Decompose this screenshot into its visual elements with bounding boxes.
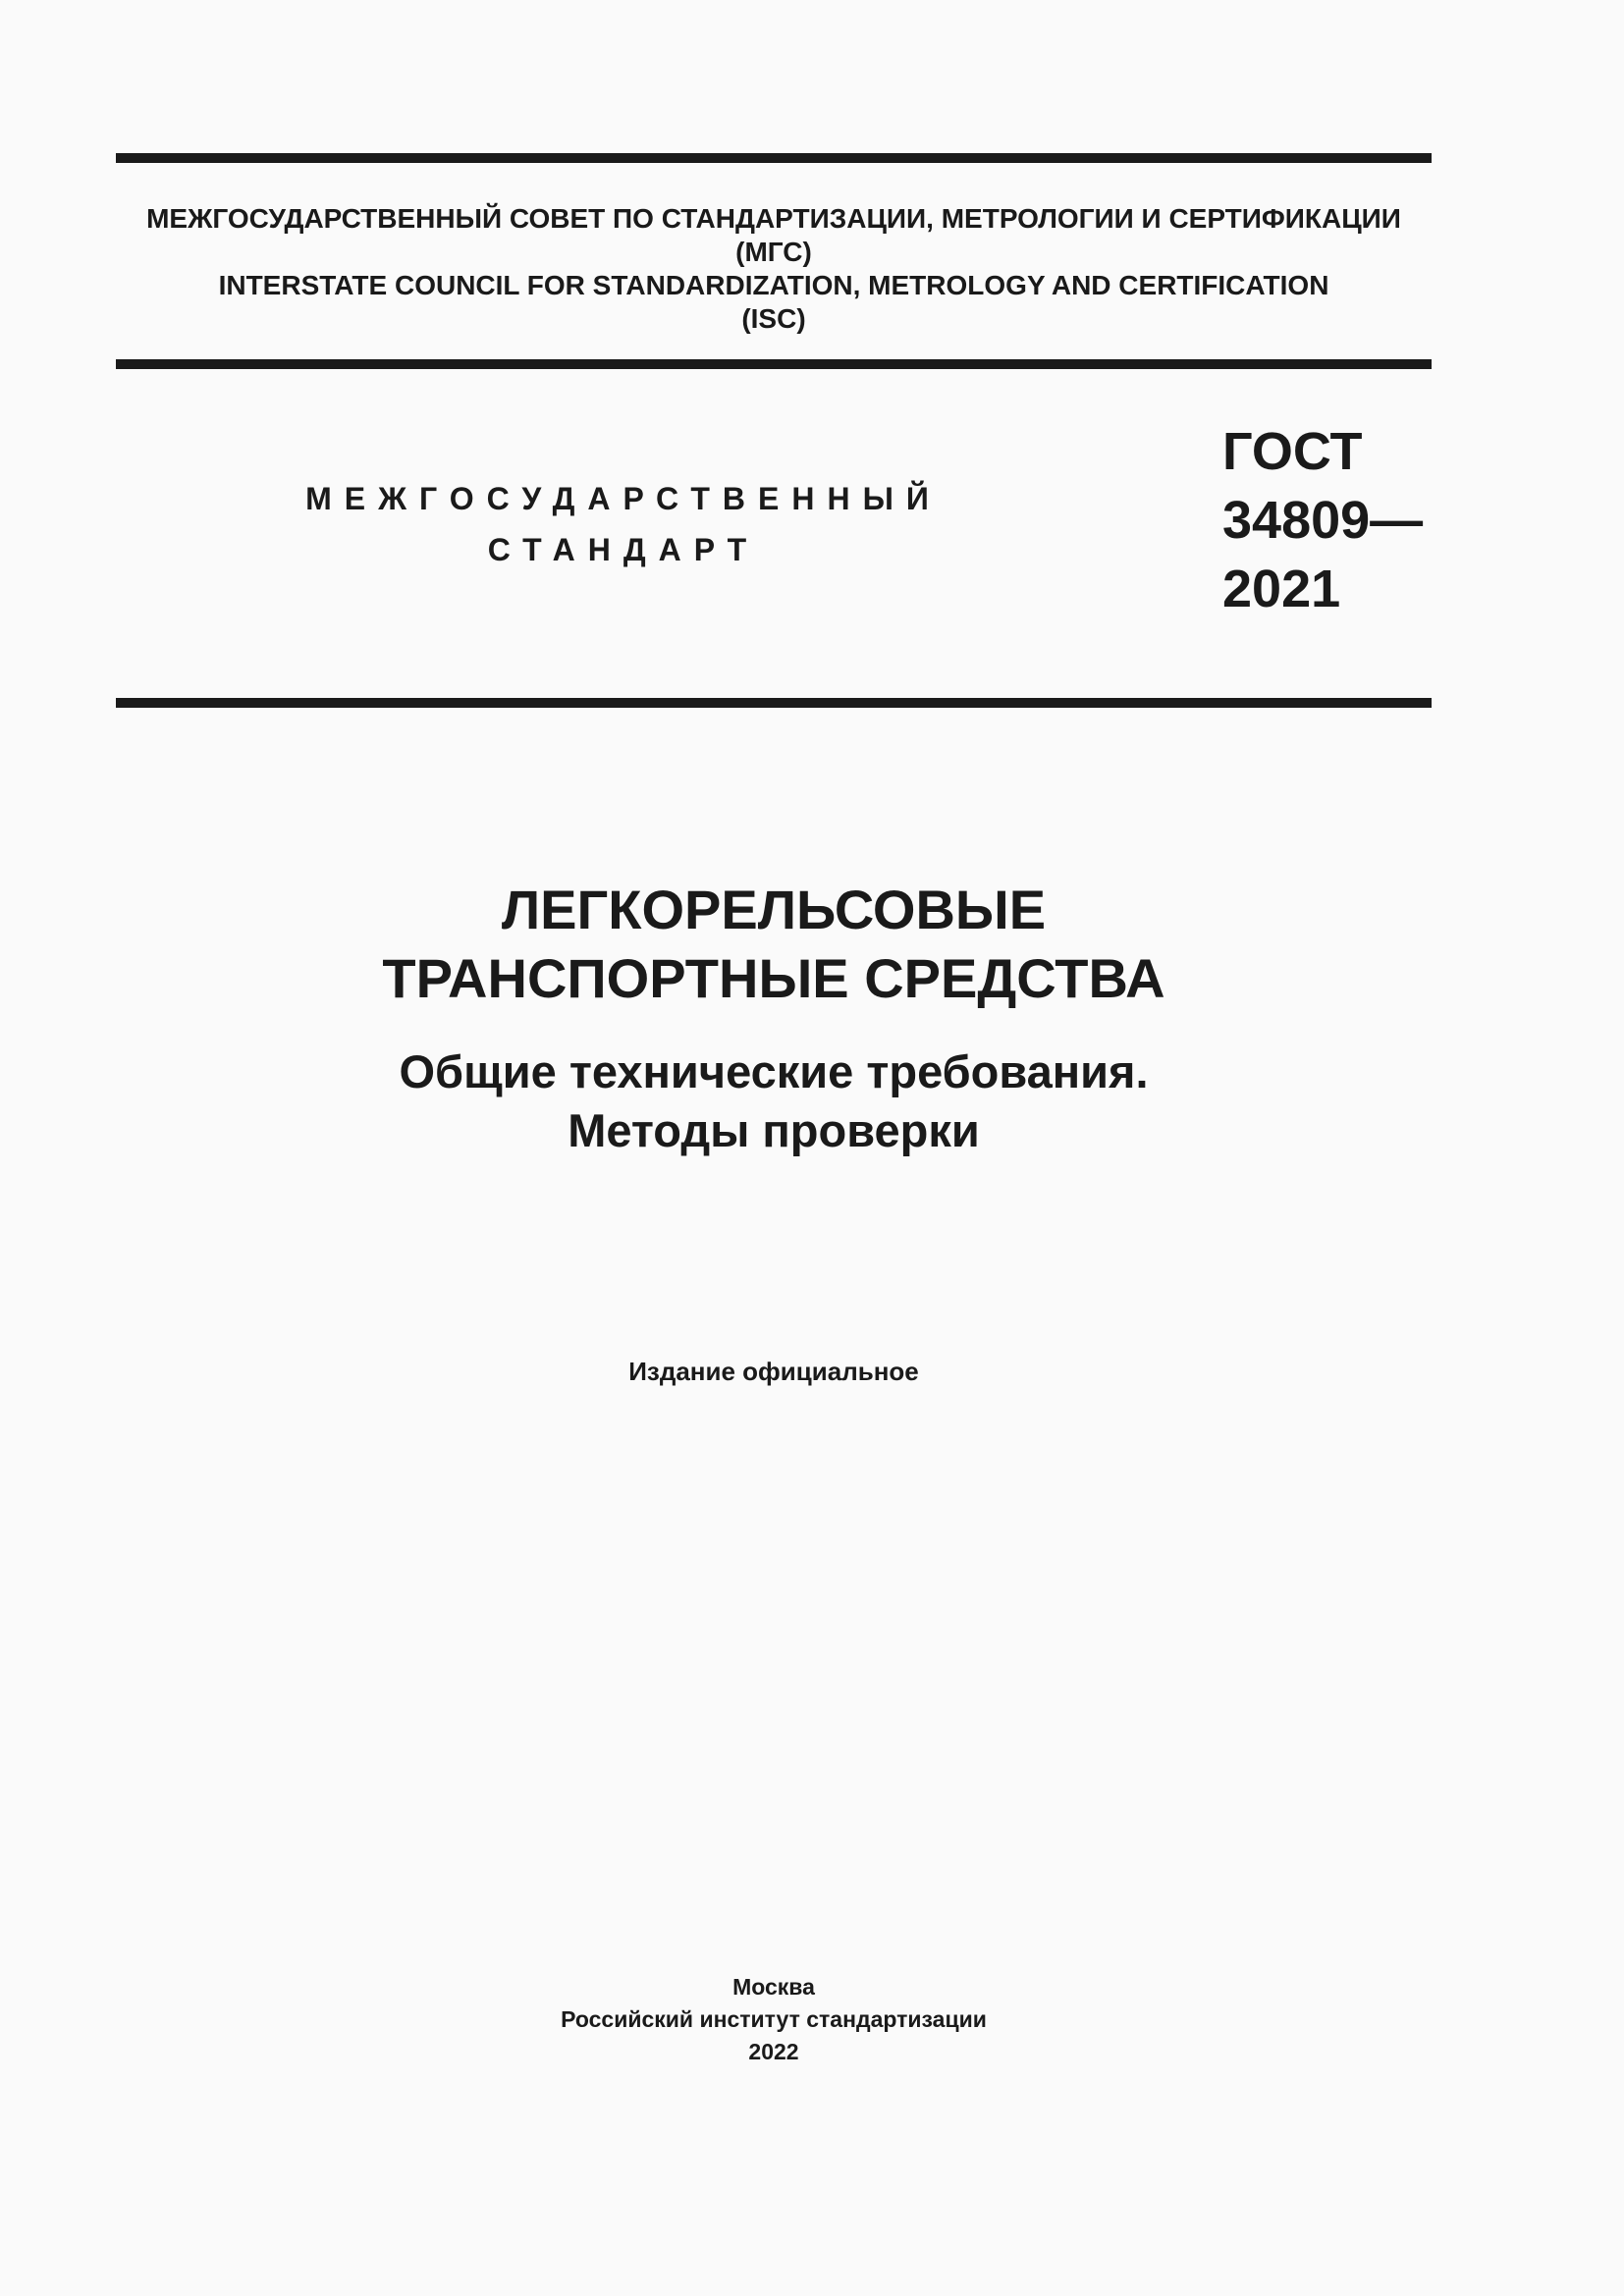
subtitle-line2: Методы проверки [568,1104,980,1156]
designation-line3: 2021 [1222,560,1341,618]
document-title [116,876,1432,1013]
council-name-ru: МЕЖГОСУДАРСТВЕННЫЙ СОВЕТ ПО СТАНДАРТИЗАЦИИ, МЕТРОЛОГИИ И СЕРТИФИКАЦИИ [146,203,1401,234]
designation-line2: 34809— [1222,491,1424,550]
imprint-publisher: Российский институт стандартизации [561,2006,987,2032]
document-subtitle [116,1042,1432,1160]
council-name-en: INTERSTATE COUNCIL FOR STANDARDIZATION, METROLOGY AND CERTIFICATION [218,270,1329,300]
designation-rule [116,698,1432,708]
council-abbr-en: (ISC) [741,303,806,334]
designation-line1: ГОСТ [1222,422,1363,481]
standard-kind-line2: СТАНДАРТ [487,532,760,567]
imprint-year: 2022 [748,2039,799,2064]
standard-kind [236,473,1011,575]
council-header [116,202,1432,336]
header-bottom-rule [116,359,1432,369]
top-rule [116,153,1432,163]
council-abbr-ru: (МГС) [735,237,812,267]
imprint-city: Москва [732,1974,815,2000]
title-line2: ТРАНСПОРТНЫЕ СРЕДСТВА [382,947,1165,1009]
edition-note: Издание официальное [628,1357,919,1386]
title-line1: ЛЕГКОРЕЛЬСОВЫЕ [501,879,1047,940]
imprint [116,1971,1432,2068]
standard-kind-line1: МЕЖГОСУДАРСТВЕННЫЙ [305,481,942,516]
subtitle-line1: Общие технические требования. [399,1045,1149,1097]
standard-designation [1222,417,1423,623]
